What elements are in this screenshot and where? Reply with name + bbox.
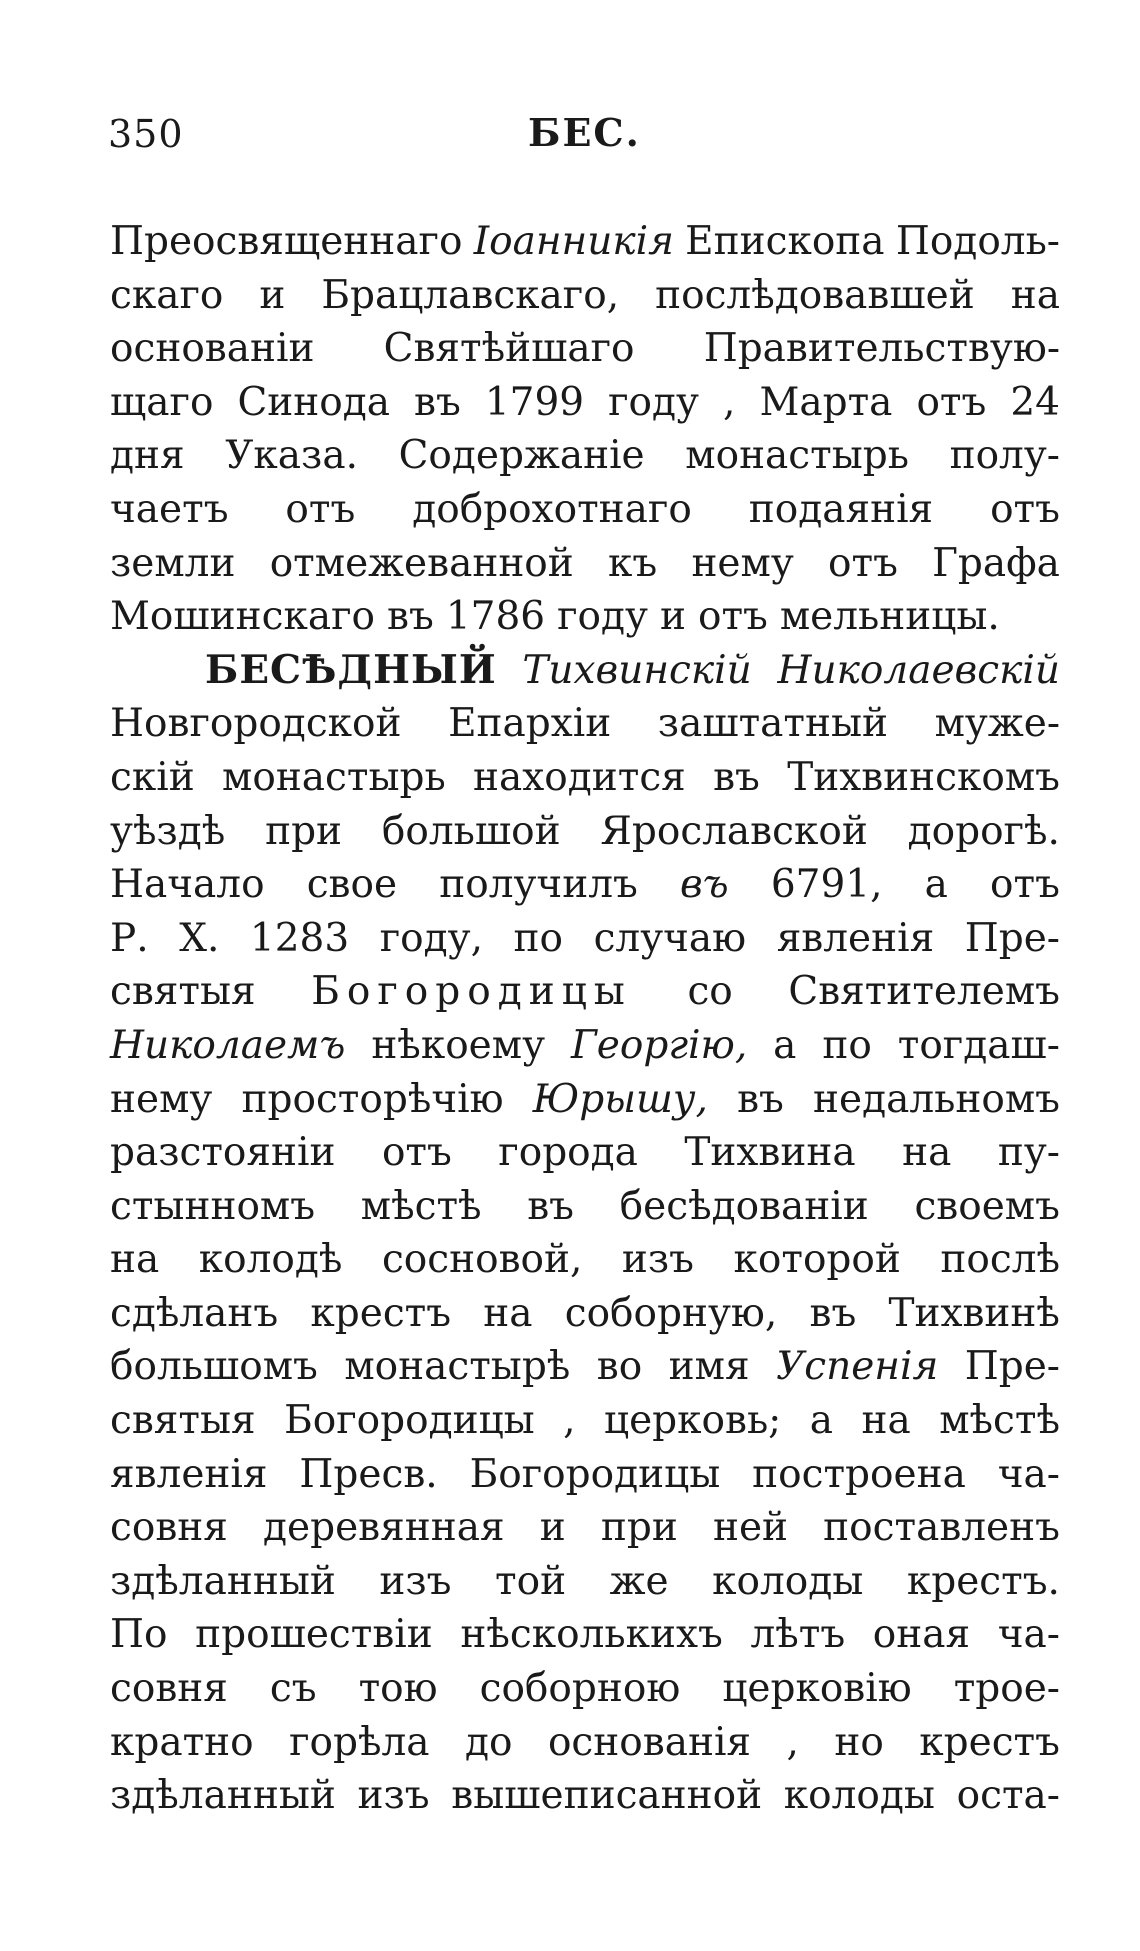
- word: Тихвинскій: [522, 647, 752, 693]
- word: Пре-: [964, 915, 1060, 961]
- word: Юрышу,: [532, 1076, 708, 1122]
- word: Мошинскаго: [110, 594, 376, 640]
- word: крестъ.: [906, 1558, 1060, 1604]
- word: послѣдовавшей: [655, 272, 975, 318]
- text-line: [110, 1233, 1060, 1287]
- word: здѣланный: [110, 1773, 336, 1819]
- word: Богородицы: [469, 1451, 721, 1497]
- text-line: [110, 1501, 1060, 1555]
- text-line: [110, 1394, 1060, 1448]
- word: сосновой,: [381, 1237, 583, 1283]
- text-line: [110, 537, 1060, 591]
- word: а: [924, 862, 948, 908]
- text-line: [110, 1126, 1060, 1180]
- text-line: [110, 269, 1060, 323]
- word: ,: [723, 379, 736, 425]
- word: тою: [358, 1666, 438, 1712]
- word: на: [1010, 272, 1060, 318]
- word: здѣланный: [110, 1558, 336, 1604]
- word: въ: [809, 1290, 857, 1336]
- word: совня: [110, 1666, 228, 1712]
- word: отмежеванной: [269, 540, 574, 586]
- word: Тихвинѣ: [888, 1290, 1060, 1336]
- word: 24: [1010, 379, 1060, 425]
- word: Николаевскій: [777, 647, 1060, 693]
- word: нему: [110, 1076, 213, 1122]
- text-line: [110, 1019, 1060, 1073]
- word: ча-: [997, 1451, 1060, 1497]
- word: разстояніи: [110, 1130, 336, 1176]
- word: тогдаш-: [897, 1022, 1060, 1068]
- text-line: [110, 322, 1060, 376]
- word: той: [495, 1558, 567, 1604]
- word: и: [539, 1505, 566, 1551]
- word: а: [809, 1398, 834, 1444]
- word: въ: [387, 594, 434, 640]
- word: оная: [872, 1612, 971, 1658]
- word: деревянная: [263, 1505, 505, 1551]
- word: доброхотнаго: [412, 486, 692, 532]
- text-line: [110, 215, 1060, 269]
- word: прошествіи: [195, 1612, 433, 1658]
- word: явленія: [110, 1451, 268, 1497]
- word: дорогѣ.: [907, 808, 1060, 854]
- word: 1799: [484, 379, 585, 425]
- body-text: [110, 215, 1060, 1823]
- word: монастырь: [685, 433, 909, 479]
- word: на: [861, 1398, 911, 1444]
- text-line: [110, 1340, 1060, 1394]
- word: со: [687, 969, 733, 1015]
- text-line: [110, 858, 1060, 912]
- word: основаніи: [110, 326, 315, 372]
- word: ней: [712, 1505, 789, 1551]
- word: явленія: [776, 915, 935, 961]
- word: полу-: [949, 433, 1060, 479]
- text-line: [110, 697, 1060, 751]
- word: до: [465, 1719, 513, 1765]
- word: отъ: [697, 594, 768, 640]
- text-line: [110, 1662, 1060, 1716]
- word: изъ: [357, 1773, 430, 1819]
- word: скій: [110, 754, 195, 800]
- word: находится: [473, 754, 686, 800]
- word: Указа.: [225, 433, 358, 479]
- word: Святѣйшаго: [383, 326, 635, 372]
- word: оста-: [956, 1773, 1060, 1819]
- word: по: [513, 915, 564, 961]
- text-line: [110, 1287, 1060, 1341]
- word: муже-: [934, 701, 1060, 747]
- word: большомъ: [110, 1344, 318, 1390]
- word: горѣла: [289, 1719, 430, 1765]
- word: церковь;: [604, 1398, 782, 1444]
- word: Епархіи: [448, 701, 612, 747]
- word: ча-: [997, 1612, 1060, 1658]
- word: отъ: [990, 862, 1060, 908]
- text-line: [110, 376, 1060, 430]
- word: Николаемъ: [110, 1022, 346, 1068]
- word: мѣстѣ: [939, 1398, 1060, 1444]
- word: Преосвященнаго: [110, 219, 463, 264]
- word: Богородицы: [284, 1398, 535, 1444]
- word: въ: [737, 1076, 784, 1122]
- word: мѣстѣ: [360, 1183, 482, 1229]
- word: монастырѣ: [344, 1344, 571, 1390]
- text-line: [110, 1716, 1060, 1770]
- word: изъ: [379, 1558, 452, 1604]
- word: стынномъ: [110, 1183, 316, 1229]
- word: и: [659, 594, 686, 640]
- text-line: [110, 805, 1060, 859]
- word: Содержаніе: [398, 433, 645, 479]
- word: имя: [668, 1344, 750, 1390]
- text-line: [110, 644, 1060, 698]
- word: святыя: [110, 1398, 256, 1444]
- word: въ: [679, 862, 729, 908]
- word: отъ: [828, 540, 898, 586]
- word: Епископа: [685, 219, 885, 264]
- word: соборною: [479, 1666, 681, 1712]
- word: крестъ: [310, 1290, 452, 1336]
- word: построена: [752, 1451, 966, 1497]
- word: бесѣдованіи: [619, 1183, 869, 1229]
- word: мельницы.: [779, 594, 1000, 640]
- word: Святителемъ: [788, 969, 1060, 1015]
- word: щаго: [110, 379, 214, 425]
- word: совня: [110, 1505, 228, 1551]
- text-line: [110, 912, 1060, 966]
- word: отъ: [990, 486, 1060, 532]
- word: 1283: [249, 915, 350, 961]
- word: при: [265, 808, 343, 854]
- word: заштатный: [657, 701, 889, 747]
- word: Тихвина: [684, 1130, 856, 1176]
- word: отъ: [285, 486, 356, 532]
- word: нѣкоему: [371, 1022, 546, 1068]
- word: отъ: [916, 379, 987, 425]
- text-line: [110, 751, 1060, 805]
- word: церковію: [722, 1666, 912, 1712]
- word: а: [773, 1022, 797, 1068]
- word: и: [259, 272, 286, 318]
- word: соборную,: [564, 1290, 778, 1336]
- word: Подоль-: [895, 219, 1060, 264]
- word: Графа: [932, 540, 1060, 586]
- word: пу-: [997, 1130, 1060, 1176]
- word: поставленъ: [823, 1505, 1060, 1551]
- running-head: БЕС.: [528, 110, 641, 155]
- word: Іоанникія: [473, 219, 674, 264]
- word: но: [834, 1719, 884, 1765]
- text-line: [110, 1769, 1060, 1823]
- word: уѣздѣ: [110, 808, 226, 854]
- text-line: [110, 1180, 1060, 1234]
- word: своемъ: [914, 1183, 1060, 1229]
- word: при: [600, 1505, 678, 1551]
- word: по: [822, 1022, 872, 1068]
- text-line: [110, 965, 1060, 1019]
- word: на: [110, 1237, 160, 1283]
- text-line: [110, 483, 1060, 537]
- word: получилъ: [439, 862, 638, 908]
- word: По: [110, 1612, 168, 1658]
- word: году: [608, 379, 699, 425]
- word: 1786: [445, 594, 546, 640]
- word: Пресв.: [299, 1451, 438, 1497]
- word: просторѣчію: [241, 1076, 504, 1122]
- word: Георгію,: [570, 1022, 748, 1068]
- text-line: [110, 1555, 1060, 1609]
- text-line: [110, 590, 1060, 644]
- word: Новгородской: [110, 701, 402, 747]
- word: нему: [691, 540, 794, 586]
- word: чаетъ: [110, 486, 229, 532]
- word: во: [596, 1344, 643, 1390]
- word: недальномъ: [813, 1076, 1060, 1122]
- word: году,: [379, 915, 483, 961]
- word: ,: [786, 1719, 799, 1765]
- word: въ: [414, 379, 461, 425]
- word: сдѣланъ: [110, 1290, 279, 1336]
- word: Синода: [237, 379, 391, 425]
- word: трое-: [953, 1666, 1060, 1712]
- word: изъ: [621, 1237, 694, 1283]
- word: послѣ: [940, 1237, 1060, 1283]
- word: Пре-: [964, 1344, 1060, 1390]
- text-line: [110, 1448, 1060, 1502]
- word: ,: [563, 1398, 576, 1444]
- word: лѣтъ: [750, 1612, 846, 1658]
- word: Р.: [110, 915, 149, 961]
- word: съ: [269, 1666, 317, 1712]
- word: большой: [381, 808, 561, 854]
- word: крестъ: [919, 1719, 1060, 1765]
- word: которой: [733, 1237, 901, 1283]
- text-line: [110, 1608, 1060, 1662]
- word: Марта: [759, 379, 893, 425]
- word: города: [498, 1130, 638, 1176]
- word: святыя: [110, 969, 256, 1015]
- word: БЕСѢДНЫЙ: [205, 646, 497, 693]
- word: свое: [306, 862, 398, 908]
- word: Х.: [179, 915, 220, 961]
- word: Брацлавскаго,: [321, 272, 620, 318]
- word: колоды: [712, 1558, 864, 1604]
- word: въ: [713, 754, 760, 800]
- word: Ярославской: [600, 808, 868, 854]
- word: отъ: [381, 1130, 452, 1176]
- word: году: [557, 594, 648, 640]
- word: скаго: [110, 272, 224, 318]
- word: колодѣ: [198, 1237, 343, 1283]
- word: Начало: [110, 862, 265, 908]
- word: нѣсколькихъ: [460, 1612, 723, 1658]
- word: Богородицы: [311, 969, 632, 1015]
- word: на: [902, 1130, 952, 1176]
- word: на: [483, 1290, 533, 1336]
- word: 6791,: [770, 862, 883, 908]
- word: кратно: [110, 1719, 254, 1765]
- word: случаю: [593, 915, 747, 961]
- word: въ: [527, 1183, 574, 1229]
- text-line: [110, 1073, 1060, 1127]
- word: же: [609, 1558, 669, 1604]
- word: монастырь: [222, 754, 446, 800]
- word: подаянія: [748, 486, 934, 532]
- word: Тихвинскомъ: [787, 754, 1060, 800]
- word: Успенія: [776, 1344, 939, 1390]
- page-number: 350: [108, 112, 184, 156]
- word: колоды: [783, 1773, 935, 1819]
- word: земли: [110, 540, 236, 586]
- word: къ: [608, 540, 658, 586]
- word: вышеписанной: [451, 1773, 763, 1819]
- word: Правительствую-: [703, 326, 1060, 372]
- word: дня: [110, 433, 185, 479]
- word: основанія: [547, 1719, 752, 1765]
- text-line: [110, 429, 1060, 483]
